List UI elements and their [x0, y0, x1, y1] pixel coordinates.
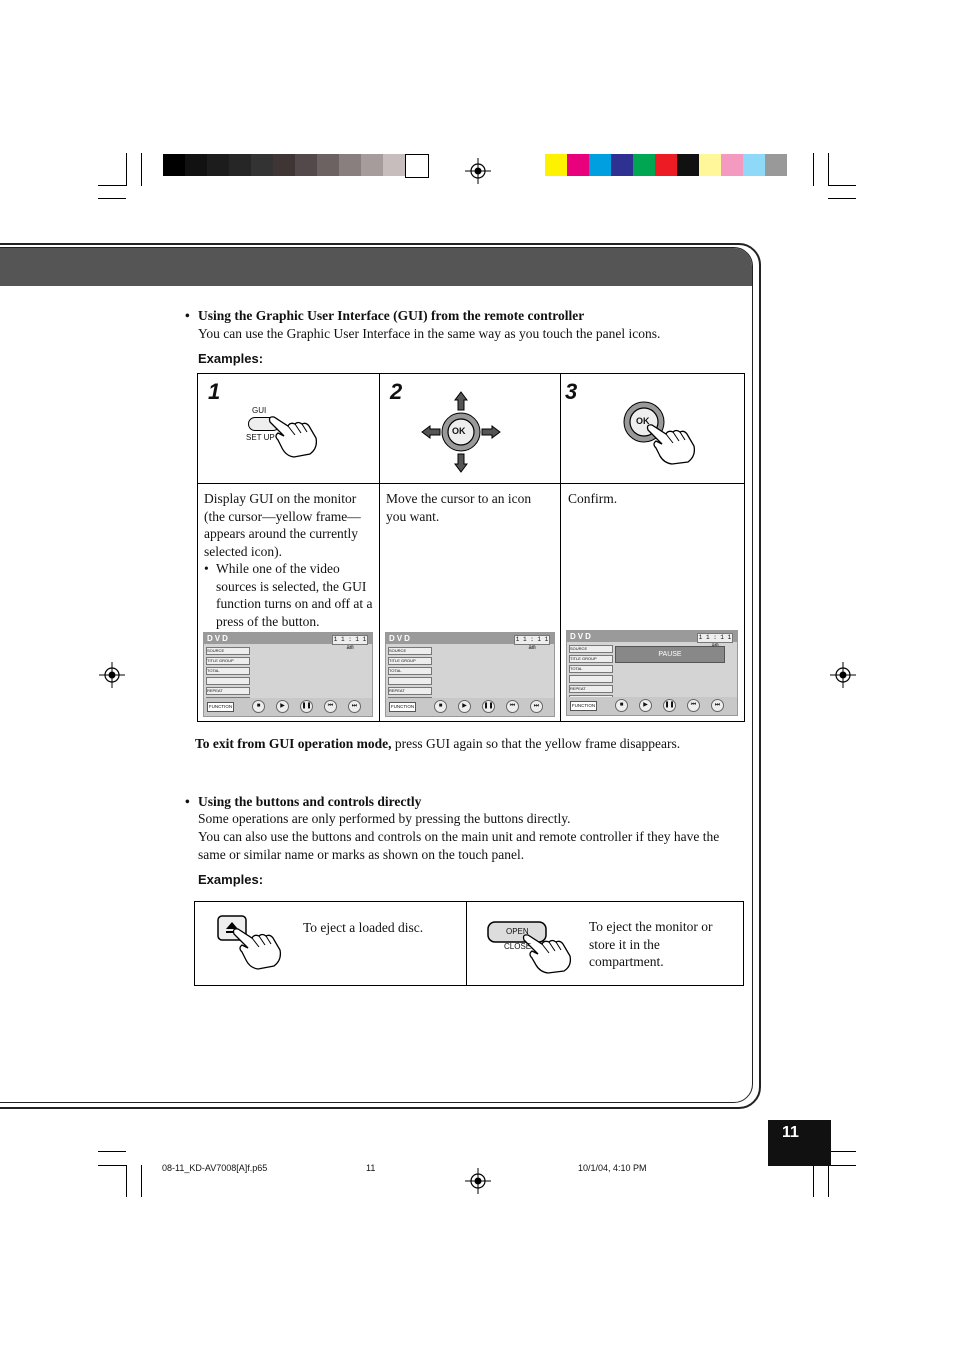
screen-clock: 1 1 : 1 1 am	[333, 636, 367, 651]
color-swatch	[699, 154, 721, 176]
footer-page: 11	[366, 1163, 376, 1173]
step1-bullet: While one of the video sources is selected, the GUI function turns on and off at a press of the button.	[216, 561, 373, 629]
screen-function-button[interactable]: FUNCTION	[207, 702, 234, 712]
open-close-button-press-icon[interactable]	[486, 918, 578, 974]
screen-menu-item[interactable]	[569, 675, 613, 683]
crop-mark	[828, 198, 856, 199]
stop-icon[interactable]: ■	[434, 700, 447, 713]
page-number-tab	[768, 1120, 831, 1166]
section2-examples-label: Examples:	[198, 872, 264, 887]
screen-menu-item[interactable]: SOURCE	[206, 647, 250, 655]
pause-icon[interactable]: ❚❚	[300, 700, 313, 713]
ok-button-label: OK	[452, 426, 466, 436]
play-icon[interactable]: ▶	[639, 699, 652, 712]
color-swatch	[295, 154, 317, 176]
eject-button-press-icon[interactable]	[216, 914, 286, 974]
gui-button-label: GUI	[252, 406, 267, 415]
page-number: 11	[782, 1124, 799, 1141]
screen-source-title: DVD	[389, 634, 412, 643]
example1-text: To eject a loaded disc.	[303, 920, 424, 935]
table-divider	[379, 373, 380, 722]
screen-menu-item[interactable]: TITLE GROUP	[206, 657, 250, 665]
gui-screen-thumbnail	[566, 630, 738, 716]
screen-source-title: DVD	[207, 634, 230, 643]
color-swatch	[383, 154, 405, 176]
play-icon[interactable]: ▶	[276, 700, 289, 713]
step-number: 1	[208, 379, 221, 404]
screen-menu-item[interactable]: SOURCE	[388, 647, 432, 655]
example2-text: To eject the monitor or store it in the compartment.	[589, 919, 713, 969]
color-swatch	[765, 154, 787, 176]
step-number: 3	[565, 379, 578, 404]
exit-instruction-bold: To exit from GUI operation mode,	[195, 736, 392, 751]
footer-file: 08-11_KD-AV7008[A]f.p65	[162, 1163, 268, 1173]
crop-mark	[828, 153, 829, 186]
color-swatch	[633, 154, 655, 176]
crop-mark	[126, 1165, 127, 1197]
section2-line1: Some operations are only performed by pressing the buttons directly.	[198, 811, 571, 826]
screen-menu-item[interactable]: TOTAL	[569, 665, 613, 673]
screen-menu-item[interactable]	[388, 677, 432, 685]
step1-description	[204, 490, 374, 630]
section1-heading: Using the Graphic User Interface (GUI) from the remote controller	[198, 308, 585, 323]
crop-mark	[828, 1165, 856, 1166]
color-swatch	[229, 154, 251, 176]
close-label: CLOSE	[504, 942, 532, 951]
bullet-dot: •	[204, 561, 209, 576]
ok-button-press-icon[interactable]	[622, 400, 717, 465]
pause-icon[interactable]: ❚❚	[482, 700, 495, 713]
color-swatch	[317, 154, 339, 176]
color-swatch	[567, 154, 589, 176]
crop-mark	[813, 153, 814, 186]
crop-mark	[141, 1165, 142, 1197]
color-swatch	[273, 154, 295, 176]
table-divider	[560, 373, 561, 722]
screen-menu-item[interactable]: REPEAT	[569, 685, 613, 693]
registration-mark-icon	[465, 1168, 491, 1194]
screen-menu-item[interactable]: REPEAT	[388, 687, 432, 695]
step-number: 2	[390, 379, 403, 404]
section1-body: You can use the Graphic User Interface in the same way as you touch the panel icons.	[198, 326, 661, 341]
crop-mark	[141, 153, 142, 186]
crop-mark	[126, 153, 127, 186]
next-icon[interactable]: ⏭	[711, 699, 724, 712]
screen-function-button[interactable]: FUNCTION	[389, 702, 416, 712]
crop-mark	[813, 1165, 814, 1197]
screen-menu-item[interactable]: TITLE GROUP	[388, 657, 432, 665]
stop-icon[interactable]: ■	[615, 699, 628, 712]
color-swatch	[207, 154, 229, 176]
screen-menu-item[interactable]: TOTAL	[206, 667, 250, 675]
screen-menu-item[interactable]: TITLE GROUP	[569, 655, 613, 663]
screen-control-bar	[567, 697, 737, 715]
registration-mark-icon	[465, 158, 491, 184]
previous-icon[interactable]: ⏮	[687, 699, 700, 712]
color-swatch	[405, 154, 429, 178]
ok-button-label: OK	[636, 416, 650, 426]
table-divider	[466, 901, 467, 986]
step3-description: Confirm.	[568, 491, 618, 506]
section2-line2: You can also use the buttons and controls on the main unit and remote controller if they have the same or similar name or marks as shown on the touch panel.	[198, 829, 720, 862]
color-swatch	[251, 154, 273, 176]
gui-screen-thumbnail	[385, 632, 555, 717]
step1-text: Display GUI on the monitor (the cursor—yellow frame—appears around the currently selected icon).	[204, 491, 361, 559]
header-band	[0, 248, 752, 286]
step1-bullet-item	[204, 560, 374, 630]
stop-icon[interactable]: ■	[252, 700, 265, 713]
color-swatch	[589, 154, 611, 176]
step2-description: Move the cursor to an icon you want.	[386, 491, 532, 524]
color-swatch	[743, 154, 765, 176]
color-swatch	[361, 154, 383, 176]
screen-control-bar	[204, 698, 372, 716]
crop-mark	[98, 1151, 126, 1152]
open-label: OPEN	[506, 927, 529, 936]
gui-screen-thumbnail	[203, 632, 373, 717]
next-icon[interactable]: ⏭	[530, 700, 543, 713]
screen-function-button[interactable]: FUNCTION	[570, 701, 597, 711]
color-swatch	[545, 154, 567, 176]
pressing-hand-icon	[264, 408, 318, 458]
crop-mark	[98, 185, 126, 186]
play-icon[interactable]: ▶	[458, 700, 471, 713]
registration-mark-icon	[830, 662, 856, 688]
crop-mark	[98, 198, 126, 199]
previous-icon[interactable]: ⏮	[506, 700, 519, 713]
color-swatch	[677, 154, 699, 176]
screen-source-title: DVD	[570, 632, 593, 641]
crop-mark	[828, 1151, 856, 1152]
section2-bullet: •	[185, 794, 190, 809]
exit-instruction	[195, 735, 680, 753]
section1-examples-label: Examples:	[198, 351, 264, 366]
pause-icon[interactable]: ❚❚	[663, 699, 676, 712]
color-swatch	[721, 154, 743, 176]
footer-date: 10/1/04, 4:10 PM	[578, 1163, 647, 1173]
table-divider	[197, 483, 745, 484]
color-swatch	[185, 154, 207, 176]
next-icon[interactable]: ⏭	[348, 700, 361, 713]
crop-mark	[828, 185, 856, 186]
screen-control-bar	[386, 698, 554, 716]
exit-instruction-rest: press GUI again so that the yellow frame disappears.	[391, 736, 681, 751]
previous-icon[interactable]: ⏮	[324, 700, 337, 713]
color-swatch	[163, 154, 185, 176]
screen-overlay: PAUSE	[615, 646, 725, 663]
screen-clock: 1 1 : 1 1 am	[515, 636, 549, 651]
screen-menu-item[interactable]	[206, 677, 250, 685]
section1-bullet: •	[185, 308, 190, 323]
color-swatch	[655, 154, 677, 176]
screen-menu-item[interactable]: SOURCE	[569, 645, 613, 653]
screen-menu-item[interactable]: TOTAL	[388, 667, 432, 675]
crop-mark	[828, 1165, 829, 1197]
crop-mark	[98, 1165, 126, 1166]
screen-clock: 1 1 : 1 1	[698, 634, 732, 641]
section2-heading: Using the buttons and controls directly	[198, 794, 422, 809]
color-swatch	[611, 154, 633, 176]
screen-menu-item[interactable]: REPEAT	[206, 687, 250, 695]
color-swatch	[339, 154, 361, 176]
setup-button-label: SET UP	[246, 433, 275, 442]
